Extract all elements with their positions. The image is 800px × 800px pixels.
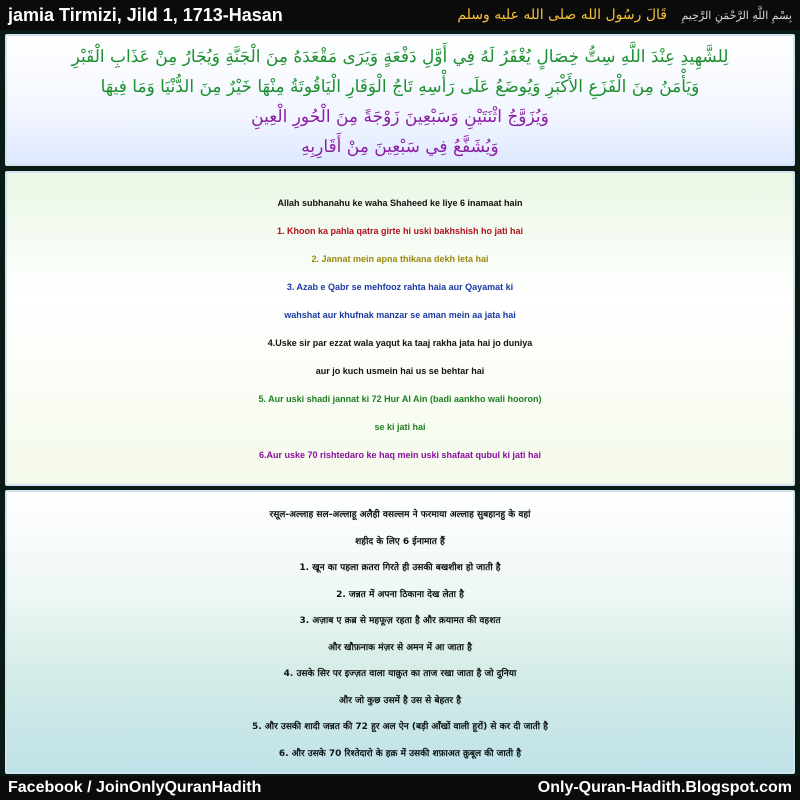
hindi-point-3b: और खौफ़नाक मंज़र से अमन में आ जाता है: [328, 642, 472, 653]
hadith-reference: jamia Tirmizi, Jild 1, 1713-Hasan: [8, 4, 283, 25]
hindi-panel: [5, 490, 795, 774]
roman-point-4a: 4.Uske sir par ezzat wala yaqut ka taaj rakha jata hai jo duniya: [267, 338, 533, 348]
hindi-point-4b: और जो कुछ उसमें है उस से बेहतर है: [339, 695, 461, 706]
roman-point-4b: aur jo kuch usmein hai us se behtar hai: [315, 366, 485, 376]
arabic-line-3: وَيُزَوَّجُ اثْنَتَيْنِ وَسَبْعِينَ زَوْجَةً مِنَ الْحُورِ الْعِينِ: [251, 107, 549, 127]
blog-link[interactable]: Only-Quran-Hadith.Blogspot.com: [537, 779, 792, 796]
footer-bar: [0, 776, 800, 800]
roman-point-3b: wahshat aur khufnak manzar se aman mein aa jata hai: [284, 310, 516, 320]
roman-point-5a: 5. Aur uski shadi jannat ki 72 Hur Al Ain (badi aankho wali hooron): [258, 394, 542, 404]
arabic-line-1: لِلشَّهِيدِ عِنْدَ اللَّهِ سِتُّ خِصَالٍ يُغْفَرُ لَهُ فِي أَوَّلِ دَفْعَةٍ وَيَرَى مَقْعَدَهُ مِنَ الْجَنَّةِ وَيُجَارُ مِنْ عَذَابِ الْقَبْرِ: [71, 47, 729, 67]
hindi-point-6: 6. और उसके 70 रिश्तेदारो के हक़ में उसकी शफ़ाअत क़ुबूल की जाती है: [278, 748, 522, 759]
bismillah-calligraphy: بِسْمِ اللَّهِ الرَّحْمَنِ الرَّحِيمِ: [681, 9, 792, 22]
hindi-point-1: 1. खून का पहला क़तरा गिरते ही उसकी बखशीश हो जाती है: [299, 563, 501, 573]
header-bar: [0, 0, 800, 30]
arabic-title: قَالَ رسُول الله صلى الله عليه وسلم: [457, 7, 667, 23]
roman-point-2: 2. Jannat mein apna thikana dekh leta hai: [311, 254, 489, 264]
arabic-line-2: وَيَأْمَنُ مِنَ الْفَزَعِ الأَكْبَرِ وَيُوضَعُ عَلَى رَأْسِهِ تَاجُ الْوَقَارِ الْيَاقُوتَةُ مِنْهَا خَيْرٌ مِنَ الدُّنْيَا وَمَا فِيهَا: [100, 77, 700, 97]
roman-point-1: 1. Khoon ka pahla qatra girte hi uski bakhshish ho jati hai: [276, 226, 524, 236]
roman-point-5b: se ki jati hai: [374, 422, 426, 432]
roman-intro: Allah subhanahu ke waha Shaheed ke liye 6 inamaat hain: [277, 198, 523, 208]
hindi-intro-a: रसूल-अल्लाह सल-अल्लाहू अलैही वसल्लम ने फरमाया अल्लाह सुबहानहु के वहां: [269, 510, 531, 520]
roman-point-3a: 3. Azab e Qabr se mehfooz rahta haia aur Qayamat ki: [286, 282, 514, 292]
arabic-heading: [457, 7, 792, 23]
hindi-point-3a: 3. अज़ाब ए क़ब्र से महफूज़ रहता है और क़यामत की वहशत: [299, 616, 501, 626]
arabic-hadith-panel: [5, 34, 795, 166]
facebook-link[interactable]: Facebook / JoinOnlyQuranHadith: [8, 779, 262, 796]
hindi-point-5: 5. और उसकी शादी जन्नत की 72 हूर अल ऐन (बड़ी आँखों वाली हूरों) से कर दी जाती है: [252, 722, 548, 732]
roman-urdu-panel: [5, 171, 795, 486]
hindi-intro-b: शहीद के लिए 6 ईनामात हैं: [355, 536, 445, 547]
hindi-point-2: 2. जन्नत में अपना ठिकाना देख लेता है: [336, 589, 464, 600]
roman-point-6: 6.Aur uske 70 rishtedaro ke haq mein uski shafaat qubul ki jati hai: [258, 450, 542, 460]
arabic-line-4: وَيُشَفَّعُ فِي سَبْعِينَ مِنْ أَقَارِبِهِ: [301, 137, 499, 157]
hindi-point-4a: 4. उसके सिर पर इज्ज़त वाला याक़ुत का ताज रखा जाता है जो दुनिया: [283, 669, 517, 679]
